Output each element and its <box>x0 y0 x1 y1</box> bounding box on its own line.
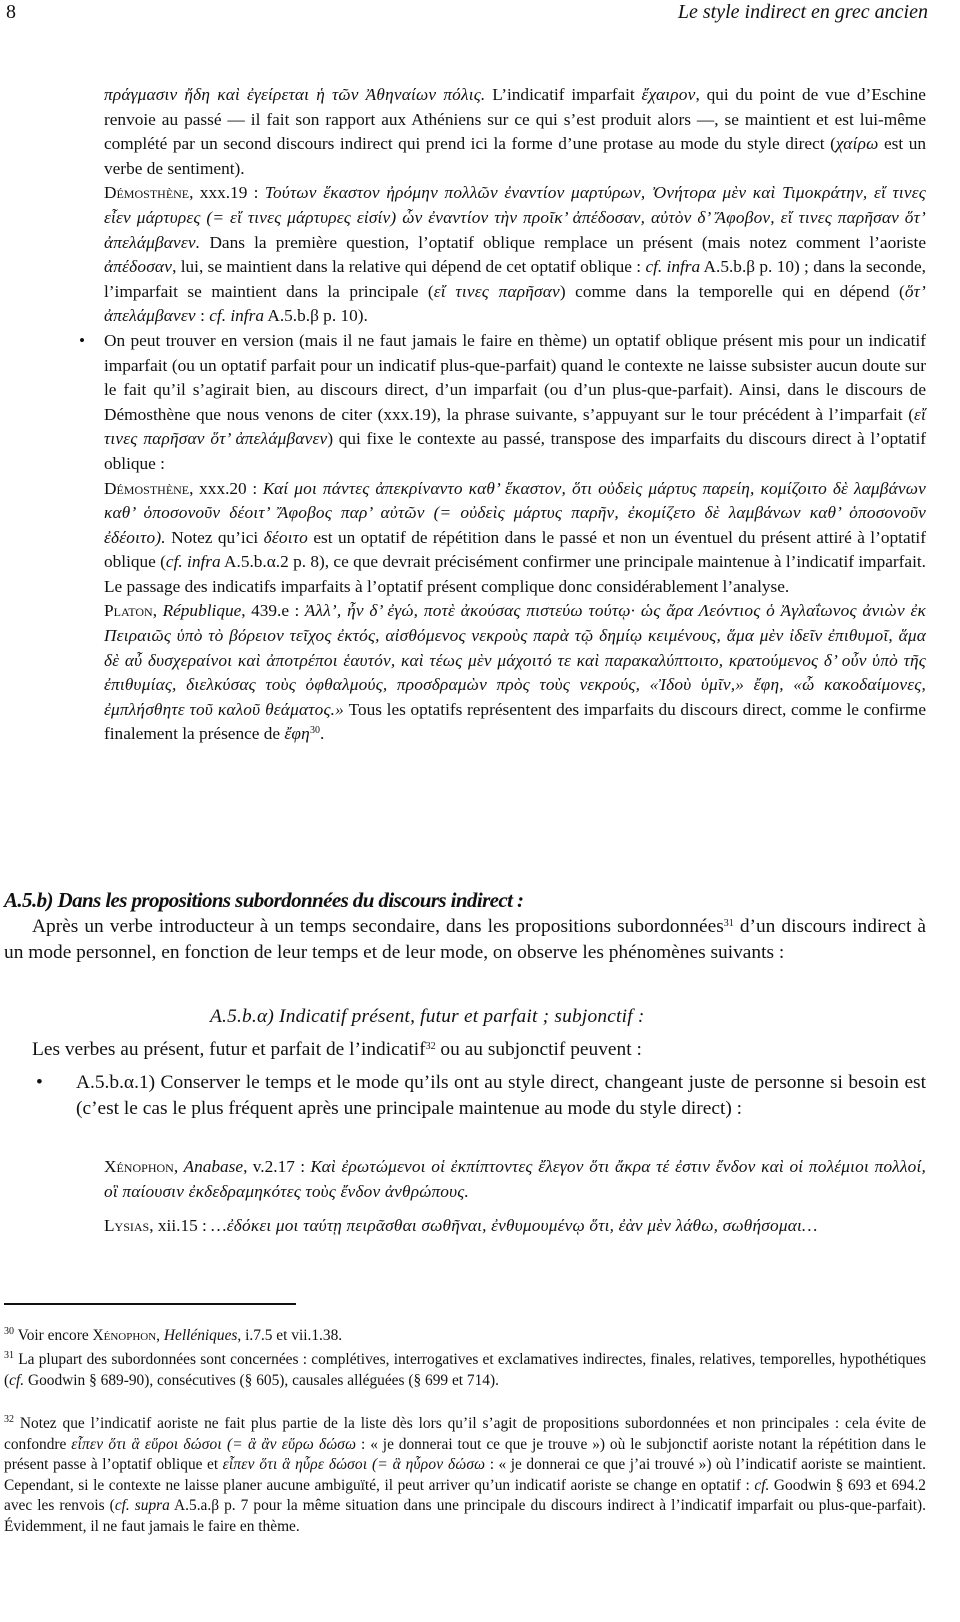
citation-ref: , xxx.20 : <box>189 478 263 498</box>
greek-text: Ἀλλ’, ἦν δ’ ἐγώ, ποτὲ ἀκούσας πιστεύω τούτῳ· ὡς ἄρα Λεόντιος ὁ Ἀγλαΐωνος ἀνιὼν ἐκ Πειραιῶς ὑπὸ τὸ βόρειον τεῖχος ἐκτός, αἰσθόμενος νεκροὺς παρὰ τῷ δημίῳ κειμένους, ἅμα μὲν ἰδεῖν ἐπιθυμοῖ, ἅμα δὲ αὖ δυσχεραίνοι καὶ ἀποτρέποι ἑαυτόν, καὶ τέως μὲν μάχοιτό τε καὶ παρακαλύπτοιτο, κρατούμενος δ’ οὖν ὑπὸ τῆς ἐπιθυμίας, διελκύσας τοὺς ὀφθαλμούς, προσδραμὼν πρὸς τοὺς νεκρούς, «Ἰδοὺ ὑμῖν,» ἔφη, «ὦ κακοδαίμονες, ἐμπλήσθητε τοῦ καλοῦ θεάματος.» <box>104 601 927 719</box>
cross-reference: cf. infra <box>209 306 264 326</box>
citation-author: Lysias <box>104 1216 150 1235</box>
paragraph-eschine-commentary <box>104 83 926 181</box>
citation-platon-republique: Platon, République, 439.e : Ἀλλ’, ἦν δ’ ἐγώ, ποτὲ ἀκούσας πιστεύω τούτῳ· ὡς ἄρα Λεόντιος ὁ Ἀγλαΐωνος ἀνιὼν ἐκ Πειραιῶς ὑπὸ τὸ βόρειον τεῖχος ἐκτός, αἰσθόμενος νεκροὺς παρὰ τῷ δημίῳ κειμένους, ἅμα μὲν ἰδεῖν ἐπιθυμοῖ, ἅμα δὲ αὖ δυσχεραίνοι καὶ ἀποτρέποι ἑαυτόν, καὶ τέως μὲν μάχοιτό τε καὶ παρακαλύπτοιτο, κρατούμενος δ’ οὖν ὑπὸ τῆς ἐπιθυμίας, διελκύσας τοὺς ὀφθαλμούς, προσδραμὼν πρὸς τοὺς νεκρούς, «Ἰδοὺ ὑμῖν,» ἔφη, «ὦ κακοδαίμονες, ἐμπλήσθητε τοῦ καλοῦ θεάματος.» Tous les optatifs représentent des imparfaits du discours direct, comme le confirme finalement la présence de ἔφη$^{30}$. <box>104 601 927 744</box>
citation-demosthene-xxx19 <box>104 181 926 329</box>
footnote-number: 32 <box>4 1414 14 1425</box>
text: , i.7.5 et vii.1.38. <box>237 1327 343 1344</box>
text: Les verbes au présent, futur et parfait de l’indicatif <box>32 1039 426 1060</box>
citation-author: Démosthène <box>104 183 190 203</box>
greek-text: εἴ τινες παρῆσαν ὅτ’ ἀπελάμβανεν <box>104 404 926 449</box>
citation-xenophon-anabase: Xénophon, Anabase, v.2.17 : Καὶ ἐρωτώμενοι οἱ ἐκπίπτοντες ἔλεγον ὅτι ἄκρα τέ ἐστιν ἔνδον καὶ οἱ πολέμιοι πολλοί, οἳ παίουσιν ἐκδεδραμηκότες τοὺς ἔνδον ἀνθρώπους. <box>104 1157 927 1201</box>
footnote-32 <box>4 1414 926 1538</box>
text: A.5.b.α.2 p. 8), ce que devrait précisément confirmer une principale maintenue à l’indicatif imparfait. Le passage des indicatifs imparfaits à l’optatif présent complique donc considérablement l’analyse. <box>104 552 926 596</box>
citation-demosthene-xxx20 <box>104 477 926 600</box>
footnote-31 <box>4 1350 926 1391</box>
footnote-separator <box>4 1303 296 1305</box>
text: L’indicatif imparfait <box>485 85 642 104</box>
footnote-number: 30 <box>4 1326 14 1337</box>
text: est un verbe de sentiment). <box>104 134 926 178</box>
citation-work: République <box>162 601 242 621</box>
citation-author: Xénophon <box>92 1327 157 1344</box>
text: . <box>319 724 325 744</box>
text: est un optatif de répétition dans le passé et non un éventuel du présent attiré à l’optatif oblique ( <box>104 527 926 572</box>
greek-text: δέοιτο <box>263 527 308 547</box>
paragraph-les-verbes <box>32 1039 642 1061</box>
footnote-ref-30[interactable]: 30 <box>309 725 320 737</box>
text: Après un verbe introducteur à un temps secondaire, dans les propositions subordonnées <box>32 916 724 937</box>
running-title: Le style indirect en grec ancien <box>677 1 928 23</box>
footnote-ref-32[interactable]: 32 <box>425 1041 436 1052</box>
greek-text: εἶπεν ὅτι ἃ ηὗρε δώσοι (= ἃ ηὗρον δώσω <box>222 1456 486 1474</box>
text: ) qui fixe le contexte au passé, transpose des imparfaits du discours direct à l’optatif oblique : <box>104 429 926 473</box>
greek-text: εἶπεν ὅτι ἃ εὕροι δώσοι (= ἃ ἂν εὕρω δώσω <box>71 1435 357 1453</box>
bullet-icon: • <box>79 330 86 350</box>
greek-text: ἔφη <box>284 724 310 744</box>
text: A.5.b.β p. 10). <box>263 306 368 326</box>
greek-text: ὅτ’ ἀπελάμβανεν <box>104 281 926 326</box>
footnote-ref-31[interactable]: 31 <box>723 918 734 929</box>
text: ) comme dans la temporelle qui en dépend ( <box>559 281 905 301</box>
bullet-optatif-imparfait <box>79 329 926 477</box>
text: On peut trouver en version (mais il ne faut jamais le faire en thème) un optatif oblique présent mis pour un indicatif imparfait (ou un optatif parfait pour un indicatif plus-que-parfait) quand le contexte ne laisse subsister aucun doute sur le fait qu’il s’agirait bien, au discours direct, d’un imparfait (ou d’un plus-que-parfait). Ainsi, dans le discours de Démosthène que nous venons de citer (xxx.19), la phrase suivante, s’appuyant sur le tour précédent à l’imparfait ( <box>104 330 926 424</box>
text: Goodwin § 689-90), consécutives (§ 605), causales alléguées (§ 699 et 714). <box>24 1371 499 1389</box>
text: : « je donnerai ce que j’ai trouvé ») où l’indicatif aoriste se maintient. Cependant, si le contexte ne laisse planer aucune ambiguïté, il peut arriver qu’un indicatif aoriste se change en optatif : <box>4 1456 926 1494</box>
section-intro <box>4 914 926 966</box>
footnote-30 <box>4 1326 926 1347</box>
bullet-icon: • <box>36 1072 43 1093</box>
text: Notez qu’ici <box>165 527 264 547</box>
cross-reference: cf. <box>754 1476 770 1494</box>
text: : <box>195 306 210 326</box>
greek-text: ἔχαιρον <box>641 85 696 104</box>
greek-text: Καὶ ἐρωτώμενοι οἱ ἐκπίπτοντες ἔλεγον ὅτι ἄκρα τέ ἐστιν ἔνδον καὶ οἱ πολέμιοι πολλοί, οἳ παίουσιν ἐκδεδραμηκότες τοὺς ἔνδον ἀνθρώπους. <box>104 1157 927 1201</box>
citation-lysias <box>104 1214 926 1239</box>
citation-work: Helléniques <box>163 1327 238 1344</box>
greek-text: χαίρω <box>835 134 879 154</box>
text: Goodwin § 693 et 694.2 avec les renvois ( <box>4 1476 926 1515</box>
cross-reference: cf. infra <box>645 257 701 277</box>
citation-author: Platon <box>104 601 153 621</box>
citation-author: Démosthène <box>104 478 190 498</box>
text: , lui, se maintient dans la relative qui dépend de cet optatif oblique : <box>172 257 646 277</box>
text: d’un discours indirect à un mode personnel, en fonction de leur temps et de leur mode, on observe les phénomènes suivants : <box>4 916 926 963</box>
text: A.5.b.β p. 10) ; dans la seconde, l’imparfait se maintient dans la principale ( <box>104 257 926 301</box>
footnote-number: 31 <box>4 1350 14 1361</box>
cross-reference: cf. supra <box>114 1497 170 1515</box>
greek-text: εἴ τινες παρῆσαν <box>433 281 560 301</box>
text: Voir encore <box>14 1327 93 1344</box>
text: , qui du point de vue d’Eschine renvoie au passé — il fait son rapport aux Athéniens sur ce qui s’est produit alors —, se maintient et est lui-même complété par un second discours indirect qui prend ici la forme d’une protase au mode du style direct ( <box>104 85 926 154</box>
text: : « je donnerai tout ce que je trouve ») où le subjonctif aoriste notant la répétition dans le présent passe à l’optatif oblique et <box>4 1435 926 1474</box>
text: A.5.b.α.1) Conserver le temps et le mode qu’ils ont au style direct, changeant juste de personne si besoin est (c’est le cas le plus fréquent après une principale maintenue au mode du style direct) : <box>76 1072 926 1119</box>
text: ou au subjonctif peuvent : <box>435 1039 642 1060</box>
citation-ref: , xxx.19 : <box>189 183 265 203</box>
greek-text: πράγμασιν ἤδη καὶ ἐγείρεται ἡ τῶν Ἀθηναίων πόλις. <box>104 85 486 104</box>
citation-ref: , xii.15 : <box>149 1216 212 1235</box>
subsection-heading-a5ba: A.5.b.α) Indicatif présent, futur et parfait ; subjonctif : <box>210 1006 645 1027</box>
citation-author: Xénophon <box>104 1157 174 1176</box>
bullet-a5ba1 <box>36 1070 926 1122</box>
greek-text: ἀπέδοσαν <box>104 257 173 277</box>
cross-reference: cf. infra <box>165 552 221 572</box>
section-heading-a5b: A.5.b) Dans les propositions subordonnées du discours indirect : <box>4 888 524 912</box>
text: A.5.a.β p. 7 pour la même situation dans une principale du discours indirect à l’indicatif imparfait ou plus-que-parfait). Évidemment, il ne faut jamais le faire en thème. <box>4 1497 927 1535</box>
text: Dans la première question, l’optatif oblique remplace un présent (mais notez comment l’aoriste <box>200 232 926 252</box>
greek-text: Τούτων ἕκαστον ἠρόμην πολλῶν ἐναντίον μαρτύρων, Ὀνήτορα μὲν καὶ Τιμοκράτην, εἴ τινες εἶεν μάρτυρες (= εἴ τινες μάρτυρες εἰσίν) ὧν ἐναντίον τὴν προῖκ’ ἀπέδοσαν, αὐτὸν δ’ Ἄφοβον, εἴ τινες παρῆσαν ὅτ’ ἀπελάμβανεν. <box>104 183 927 252</box>
text: , <box>156 1327 164 1344</box>
page-number: 8 <box>6 1 16 23</box>
greek-text: …ἐδόκει μοι ταύτῃ πειρᾶσθαι σωθῆναι, ἐνθυμουμένῳ ὅτι, ἐὰν μὲν λάθω, σωθήσομαι… <box>211 1216 818 1235</box>
citation-ref: , v.2.17 : <box>243 1157 311 1176</box>
text: Notez que l’indicatif aoriste ne fait plus partie de la liste dès lors qu’il s’agit de propositions subordonnées et non principales : cela évite de confondre <box>4 1415 926 1453</box>
cross-reference: cf. <box>9 1371 25 1389</box>
text: La plupart des subordonnées sont concernées : complétives, interrogatives et exclamatives indirectes, finales, relatives, temporelles, hypothétiques ( <box>4 1351 926 1389</box>
citation-work: Anabase <box>183 1157 244 1176</box>
main-text-block <box>79 83 927 747</box>
citation-ref: , 439.e : <box>241 601 305 621</box>
greek-text: Καί μοι πάντες ἀπεκρίναντο καθ’ ἕκαστον, ὅτι οὐδεὶς μάρτυς παρείη, κομίζοιτο δὲ λαμβάνων καθ’ ὁποσονοῦν δέοιτ’ Ἄφοβος παρ’ αὐτῶν (= οὐδεὶς μάρτυς παρῆν, ἐκομίζετο δὲ λαμβάνων καθ’ ὁποσονοῦν ἐδέοιτο). <box>104 478 926 547</box>
text: Tous les optatifs représentent des imparfaits du discours direct, comme le confirme finalement la présence de <box>104 699 926 744</box>
